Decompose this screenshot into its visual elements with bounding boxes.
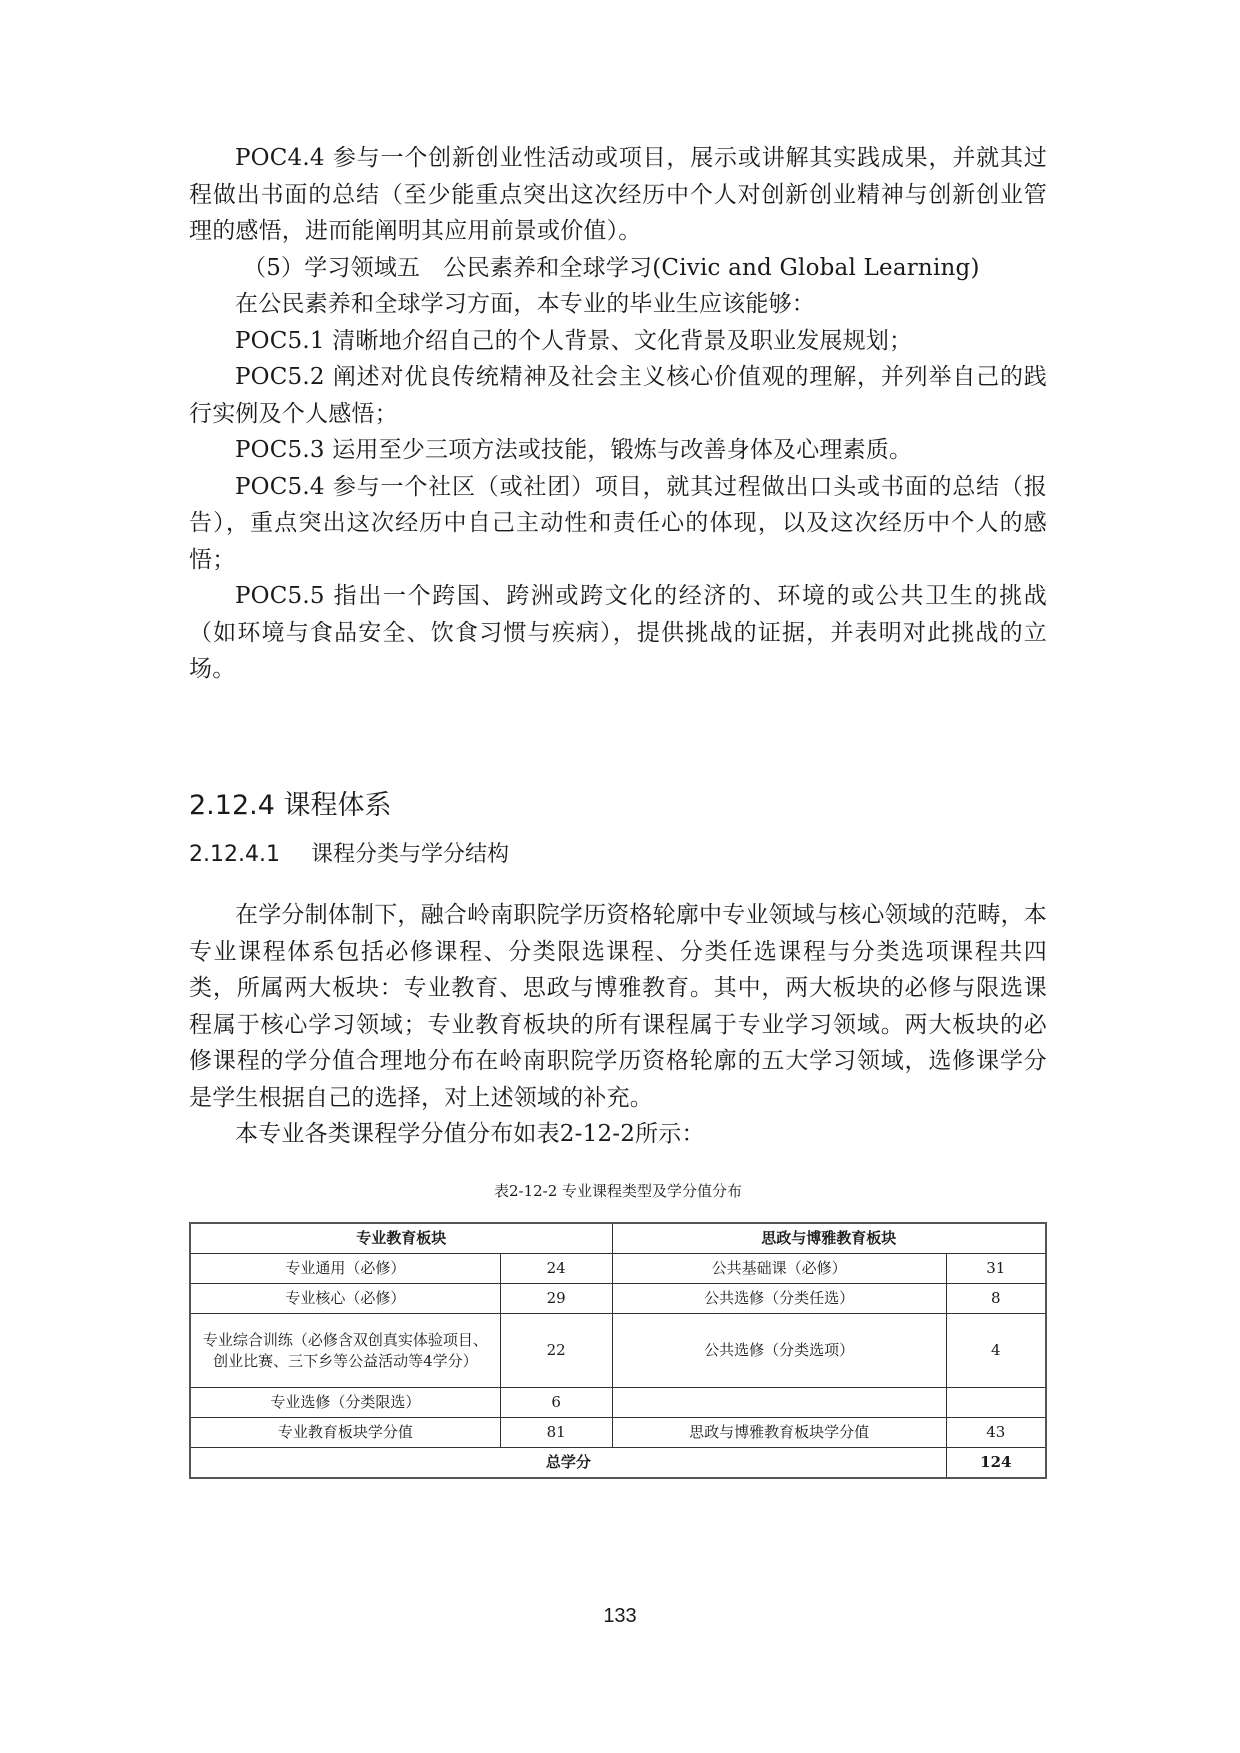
table-row	[190, 1314, 1046, 1388]
table-caption: 表2-12-2 专业课程类型及学分值分布	[493, 1182, 743, 1200]
right-label: 思政与博雅教育板块学分值	[612, 1418, 946, 1448]
total-label: 总学分	[190, 1448, 946, 1479]
paragraph-poc5-3: POC5.3 运用至少三项方法或技能，锻炼与改善身体及心理素质。	[235, 437, 913, 463]
right-label	[612, 1388, 946, 1418]
left-label: 专业教育板块学分值	[190, 1418, 500, 1448]
right-label: 公共选修（分类选项）	[612, 1314, 946, 1388]
section-title: 课程体系	[283, 790, 392, 821]
header-general-block: 思政与博雅教育板块	[612, 1223, 1046, 1254]
table-total-row	[190, 1448, 1046, 1479]
left-label: 专业选修（分类限选）	[190, 1388, 500, 1418]
total-value: 124	[946, 1448, 1046, 1479]
right-value: 31	[946, 1254, 1046, 1284]
table-row	[190, 1388, 1046, 1418]
paragraph-poc5-1: POC5.1 清晰地介绍自己的个人背景、文化背景及职业发展规划；	[235, 327, 913, 354]
right-value: 8	[946, 1284, 1046, 1314]
paragraph-table-reference: 本专业各类课程学分值分布如表2-12-2所示：	[235, 1121, 705, 1147]
header-professional-block: 专业教育板块	[190, 1223, 612, 1254]
section-heading	[189, 783, 391, 822]
subsection-heading	[189, 837, 509, 868]
body-text-top	[189, 140, 1047, 688]
table-row	[190, 1418, 1046, 1448]
right-label: 公共基础课（必修）	[612, 1254, 946, 1284]
left-value: 22	[500, 1314, 612, 1388]
paragraph-poc5-5: POC5.5 指出一个跨国、跨洲或跨文化的经济的、环境的或公共卫生的挑战（如环境与食品安全、饮食习惯与疾病），提供挑战的证据，并表明对此挑战的立场。	[189, 583, 1047, 682]
table-row	[190, 1254, 1046, 1284]
paragraph-poc5-2: POC5.2 阐述对优良传统精神及社会主义核心价值观的理解，并列举自己的践行实例及个人感悟；	[189, 364, 1047, 427]
left-value: 81	[500, 1418, 612, 1448]
left-value: 6	[500, 1388, 612, 1418]
section-number: 2.12.4	[189, 790, 275, 821]
table-row	[190, 1284, 1046, 1314]
paragraph-poc4-4: POC4.4 参与一个创新创业性活动或项目，展示或讲解其实践成果，并就其过程做出书面的总结（至少能重点突出这次经历中个人对创新创业精神与创新创业管理的感悟，进而能阐明其应用前景或价值）。	[189, 145, 1047, 244]
right-label: 公共选修（分类任选）	[612, 1284, 946, 1314]
right-value: 43	[946, 1418, 1046, 1448]
table-header-row	[190, 1223, 1046, 1254]
paragraph-course-system: 在学分制体制下，融合岭南职院学历资格轮廓中专业领域与核心领域的范畴，本专业课程体系包括必修课程、分类限选课程、分类任选课程与分类选项课程共四类，所属两大板块：专业教育、思政与博雅教育。其中，两大板块的必修与限选课程属于核心学习领域；专业教育板块的所有课程属于专业学习领域。两大板块的必修课程的学分值合理地分布在岭南职院学历资格轮廓的五大学习领域，选修课学分是学生根据自己的选择，对上述领域的补充。	[189, 902, 1047, 1111]
right-value	[946, 1388, 1046, 1418]
paragraph-learning-area-5: （5）学习领域五 公民素养和全球学习(Civic and Global Learning)	[243, 254, 980, 281]
left-label: 专业通用（必修）	[190, 1254, 500, 1284]
left-value: 24	[500, 1254, 612, 1284]
paragraph-area-5-intro: 在公民素养和全球学习方面，本专业的毕业生应该能够：	[235, 291, 815, 317]
paragraph-poc5-4: POC5.4 参与一个社区（或社团）项目，就其过程做出口头或书面的总结（报告），重点突出这次经历中自己主动性和责任心的体现，以及这次经历中个人的感悟；	[189, 473, 1047, 573]
left-value: 29	[500, 1284, 612, 1314]
subsection-title: 课程分类与学分结构	[310, 842, 509, 867]
credit-distribution-table	[189, 1222, 1047, 1479]
subsection-number: 2.12.4.1	[189, 842, 280, 867]
body-text-bottom	[189, 897, 1047, 1153]
left-label: 专业综合训练（必修含双创真实体验项目、创业比赛、三下乡等公益活动等4学分）	[190, 1314, 500, 1388]
right-value: 4	[946, 1314, 1046, 1388]
page-number: 133	[603, 1605, 637, 1627]
left-label: 专业核心（必修）	[190, 1284, 500, 1314]
